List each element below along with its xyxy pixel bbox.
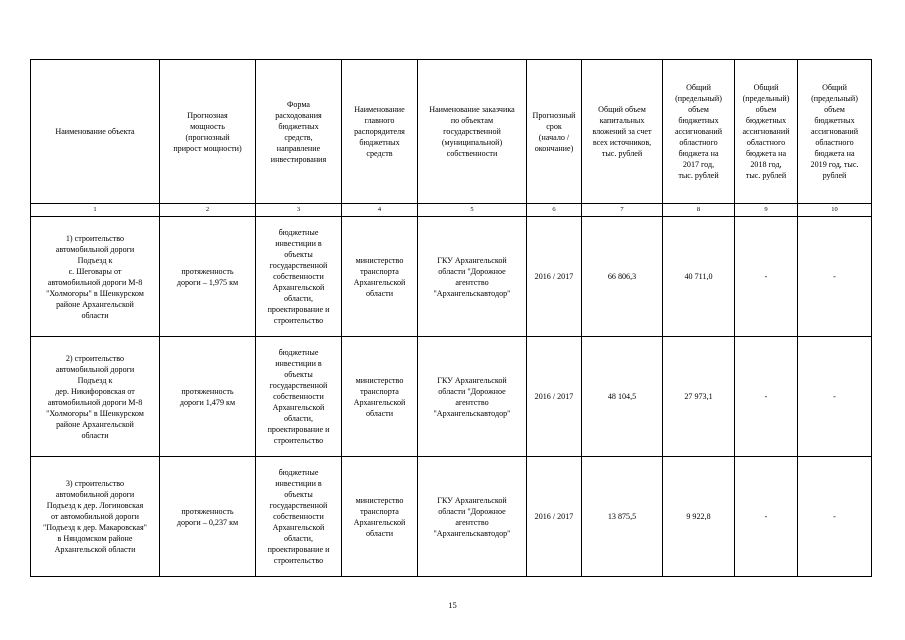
column-number: 2 [160,204,256,217]
budget-manager-cell: министерство транспорта Архангельской области [342,457,418,577]
header-term: Прогнозный срок (начало / окончание) [527,60,582,204]
capacity-cell: протяженность дороги – 1,975 км [160,217,256,337]
header-customer: Наименование заказчика по объектам государственной (муниципальной) собственности [418,60,527,204]
header-budget-2019: Общий (предельный) объем бюджетных ассигнований областного бюджета на 2019 год, тыс. рублей [798,60,872,204]
header-budget-manager: Наименование главного распорядителя бюджетных средств [342,60,418,204]
column-number: 7 [582,204,663,217]
header-spending-form: Форма расходования бюджетных средств, направление инвестирования [256,60,342,204]
budget-2019-cell: - [798,457,872,577]
column-number-row [31,204,872,217]
header-budget-2018: Общий (предельный) объем бюджетных ассигнований областного бюджета на 2018 год, тыс. рублей [735,60,798,204]
budget-2019-cell: - [798,337,872,457]
spending-form-cell: бюджетные инвестиции в объекты государственной собственности Архангельской области, проектирование и строительство [256,217,342,337]
table-row [31,457,872,577]
header-budget-2017: Общий (предельный) объем бюджетных ассигнований областного бюджета на 2017 год, тыс. рублей [663,60,735,204]
budget-manager-cell: министерство транспорта Архангельской области [342,217,418,337]
budget-2018-cell: - [735,457,798,577]
column-number: 6 [527,204,582,217]
term-cell: 2016 / 2017 [527,457,582,577]
total-investment-cell: 13 875,5 [582,457,663,577]
column-number: 4 [342,204,418,217]
column-number: 5 [418,204,527,217]
capacity-cell: протяженность дороги – 0,237 км [160,457,256,577]
spending-form-cell: бюджетные инвестиции в объекты государственной собственности Архангельской области, проектирование и строительство [256,337,342,457]
budget-2017-cell: 40 711,0 [663,217,735,337]
budget-2019-cell: - [798,217,872,337]
header-capacity: Прогнозная мощность (прогнозный прирост мощности) [160,60,256,204]
column-number: 9 [735,204,798,217]
page-number: 15 [448,600,457,610]
term-cell: 2016 / 2017 [527,337,582,457]
object-name-cell: 2) строительство автомобильной дороги Подъезд к дер. Никифоровская от автомобильной дороги М-8 "Холмогоры" в Шенкурском районе Архангельской области [31,337,160,457]
customer-cell: ГКУ Архангельской области "Дорожное агентство "Архангельскавтодор" [418,217,527,337]
header-total-investment: Общий объем капитальных вложений за счет всех источников, тыс. рублей [582,60,663,204]
object-name-cell: 1) строительство автомобильной дороги Подъезд к с. Шеговары от автомобильной дороги М-8 "Холмогоры" в Шенкурском районе Архангельской области [31,217,160,337]
budget-2018-cell: - [735,337,798,457]
column-number: 1 [31,204,160,217]
table-row [31,217,872,337]
budget-2018-cell: - [735,217,798,337]
table-header-row [31,60,872,204]
budget-2017-cell: 9 922,8 [663,457,735,577]
table-row [31,337,872,457]
customer-cell: ГКУ Архангельской области "Дорожное агентство "Архангельскавтодор" [418,337,527,457]
header-object-name: Наименование объекта [31,60,160,204]
investment-table [30,59,872,577]
spending-form-cell: бюджетные инвестиции в объекты государственной собственности Архангельской области, проектирование и строительство [256,457,342,577]
customer-cell: ГКУ Архангельской области "Дорожное агентство "Архангельскавтодор" [418,457,527,577]
term-cell: 2016 / 2017 [527,217,582,337]
column-number: 10 [798,204,872,217]
budget-manager-cell: министерство транспорта Архангельской области [342,337,418,457]
object-name-cell: 3) строительство автомобильной дороги Подъезд к дер. Логиновская от автомобильной дороги "Подъезд к дер. Макаровская" в Няндомском районе Архангельской области [31,457,160,577]
total-investment-cell: 48 104,5 [582,337,663,457]
total-investment-cell: 66 806,3 [582,217,663,337]
column-number: 8 [663,204,735,217]
column-number: 3 [256,204,342,217]
budget-2017-cell: 27 973,1 [663,337,735,457]
capacity-cell: протяженность дороги 1,479 км [160,337,256,457]
